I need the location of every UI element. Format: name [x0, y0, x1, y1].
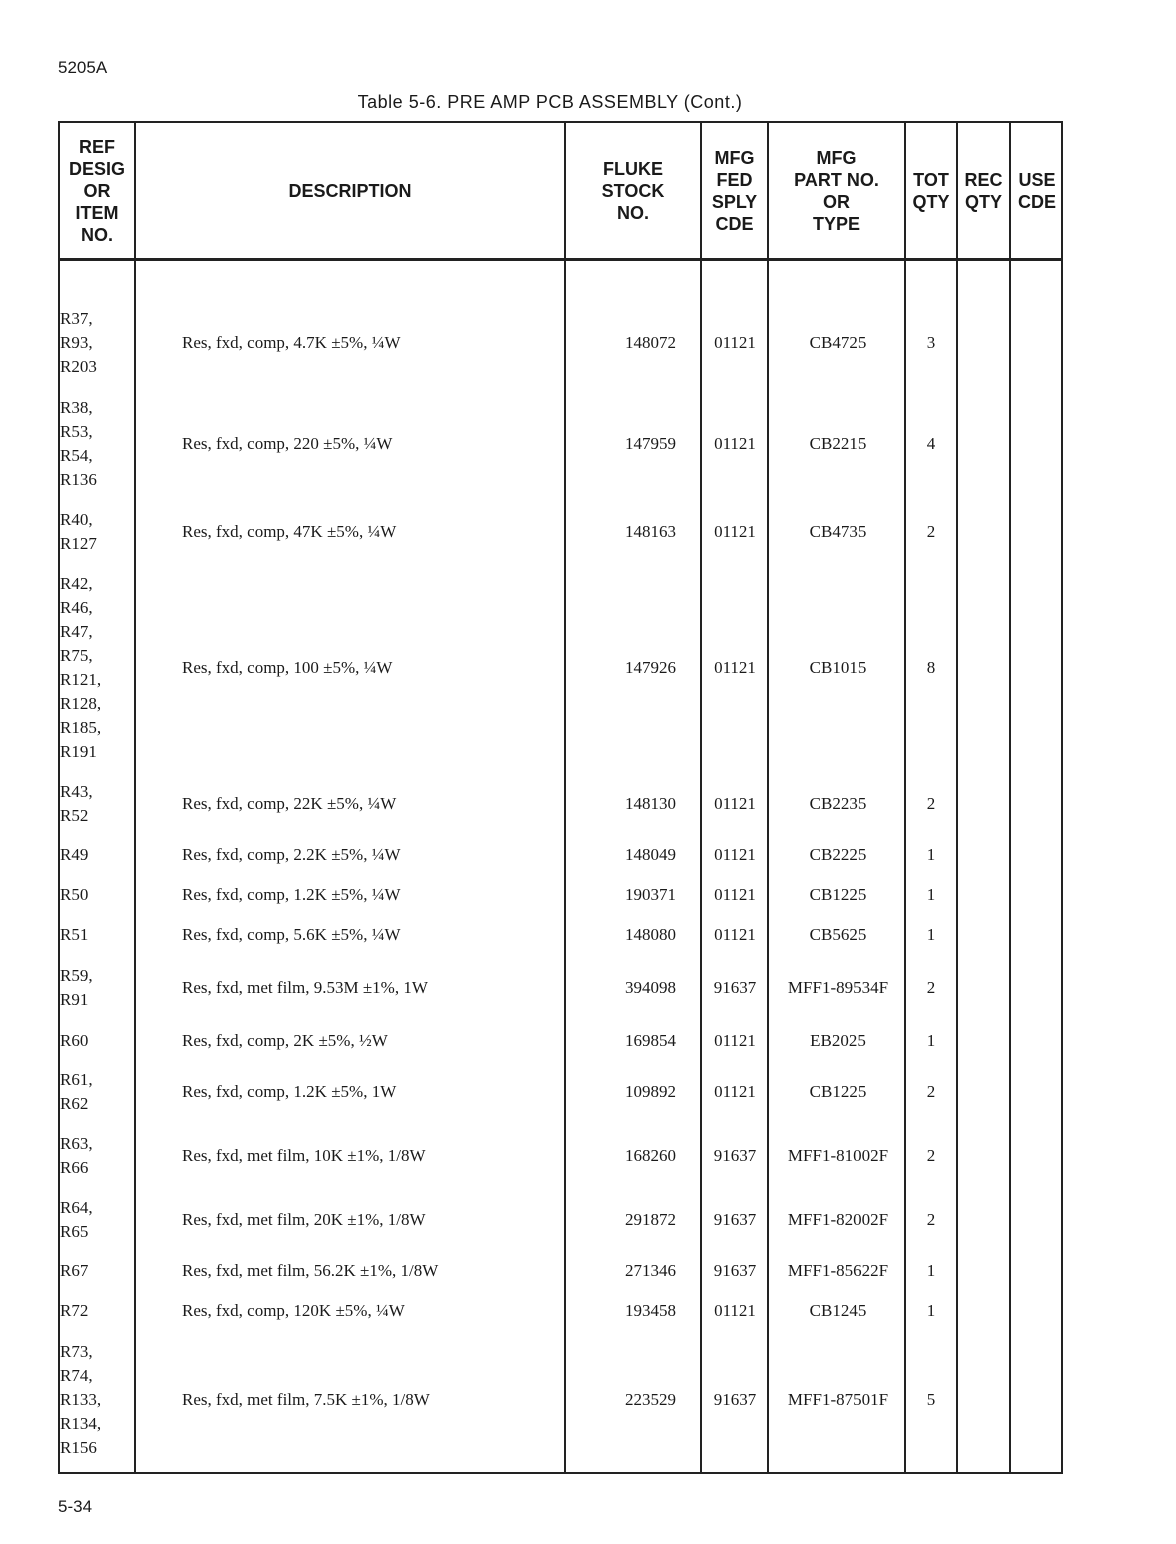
stock-number-cell: 148163 — [625, 522, 676, 541]
mfg-code-cell: 91637 — [713, 1146, 757, 1165]
tot-qty-cell: 1 — [926, 845, 936, 864]
ref-desig-cell: R40, R127 — [60, 510, 97, 553]
rec-qty-cell — [958, 1132, 1008, 1180]
rec-qty-cell — [958, 508, 1008, 556]
part-number-cell: CB1015 — [809, 658, 867, 677]
tot-qty-cell: 4 — [926, 434, 936, 453]
tot-qty-cell: 1 — [926, 925, 936, 944]
rec-qty-cell — [958, 1340, 1008, 1460]
table-row — [58, 508, 1063, 556]
ref-desig-cell: R42, R46, R47, R75, R121, R128, R185, R191 — [60, 574, 102, 761]
tot-qty-cell: 3 — [926, 333, 936, 352]
mfg-code-cell: 01121 — [714, 845, 756, 864]
part-number-cell: MFF1-85622F — [787, 1261, 889, 1280]
ref-desig-cell: R59, R91 — [60, 966, 93, 1009]
part-number-cell: CB4725 — [809, 333, 867, 352]
header-part-no: MFG PART NO. OR TYPE — [794, 148, 879, 234]
stock-number-cell: 148049 — [625, 845, 676, 864]
table-row — [58, 1028, 1063, 1054]
rec-qty-cell — [958, 842, 1008, 868]
rec-qty-cell — [958, 1298, 1008, 1324]
part-number-cell: CB2215 — [809, 434, 867, 453]
part-number-cell: CB2235 — [809, 794, 867, 813]
table-row — [58, 572, 1063, 764]
part-number-cell: CB4735 — [809, 522, 867, 541]
model-number: 5205A — [58, 58, 108, 77]
table-row — [58, 1196, 1063, 1244]
use-code-cell — [1010, 1258, 1060, 1284]
description-cell: Res, fxd, met film, 7.5K ±1%, 1/8W — [182, 1390, 430, 1409]
tot-qty-cell: 2 — [926, 522, 936, 541]
header-ref: REF DESIG OR ITEM NO. — [68, 137, 125, 245]
table-row — [58, 1298, 1063, 1324]
rec-qty-cell — [958, 780, 1008, 828]
description-cell: Res, fxd, met film, 20K ±1%, 1/8W — [182, 1210, 426, 1229]
description-cell: Res, fxd, comp, 1.2K ±5%, ¼W — [182, 885, 401, 904]
stock-number-cell: 394098 — [625, 978, 676, 997]
stock-number-cell: 190371 — [625, 885, 676, 904]
table-row — [58, 922, 1063, 948]
mfg-code-cell: 91637 — [713, 978, 757, 997]
tot-qty-cell: 1 — [926, 1031, 936, 1050]
ref-desig-cell: R49 — [60, 845, 89, 864]
mfg-code-cell: 91637 — [713, 1390, 757, 1409]
part-number-cell: CB2225 — [809, 845, 867, 864]
mfg-code-cell: 01121 — [714, 925, 756, 944]
part-number-cell: CB1225 — [809, 1082, 867, 1101]
description-cell: Res, fxd, comp, 1.2K ±5%, 1W — [182, 1082, 397, 1101]
ref-desig-cell: R63, R66 — [60, 1134, 93, 1177]
use-code-cell — [1010, 964, 1060, 1012]
header-divider — [58, 258, 1063, 261]
description-cell: Res, fxd, comp, 100 ±5%, ¼W — [182, 658, 393, 677]
table-row — [58, 1258, 1063, 1284]
table-title: Table 5-6. PRE AMP PCB ASSEMBLY (Cont.) — [357, 92, 743, 112]
mfg-code-cell: 91637 — [713, 1261, 757, 1280]
use-code-cell — [1010, 1028, 1060, 1054]
header-rec-qty: REC QTY — [964, 170, 1003, 212]
part-number-cell: CB1225 — [809, 885, 867, 904]
table-row — [58, 396, 1063, 492]
rec-qty-cell — [958, 307, 1008, 379]
rec-qty-cell — [958, 1196, 1008, 1244]
tot-qty-cell: 2 — [926, 1146, 936, 1165]
mfg-code-cell: 01121 — [714, 434, 756, 453]
rec-qty-cell — [958, 1028, 1008, 1054]
tot-qty-cell: 1 — [926, 1301, 936, 1320]
description-cell: Res, fxd, comp, 5.6K ±5%, ¼W — [182, 925, 401, 944]
header-tot-qty: TOT QTY — [912, 170, 950, 212]
use-code-cell — [1010, 396, 1060, 492]
ref-desig-cell: R61, R62 — [60, 1070, 93, 1113]
header-description: DESCRIPTION — [288, 181, 412, 201]
use-code-cell — [1010, 508, 1060, 556]
part-number-cell: CB1245 — [809, 1301, 867, 1320]
use-code-cell — [1010, 1196, 1060, 1244]
ref-desig-cell: R37, R93, R203 — [60, 309, 97, 376]
table-row — [58, 842, 1063, 868]
mfg-code-cell: 01121 — [714, 794, 756, 813]
stock-number-cell: 291872 — [625, 1210, 676, 1229]
ref-desig-cell: R64, R65 — [60, 1198, 93, 1241]
rec-qty-cell — [958, 964, 1008, 1012]
use-code-cell — [1010, 307, 1060, 379]
header-mfg-code: MFG FED SPLY CDE — [711, 148, 758, 234]
use-code-cell — [1010, 922, 1060, 948]
rec-qty-cell — [958, 882, 1008, 908]
description-cell: Res, fxd, met film, 9.53M ±1%, 1W — [182, 978, 428, 997]
table-row — [58, 882, 1063, 908]
ref-desig-cell: R60 — [60, 1031, 89, 1050]
stock-number-cell: 168260 — [625, 1146, 676, 1165]
mfg-code-cell: 01121 — [714, 885, 756, 904]
use-code-cell — [1010, 1298, 1060, 1324]
rec-qty-cell — [958, 1258, 1008, 1284]
part-number-cell: MFF1-87501F — [787, 1390, 889, 1409]
tot-qty-cell: 8 — [926, 658, 936, 677]
tot-qty-cell: 1 — [926, 1261, 936, 1280]
tot-qty-cell: 1 — [926, 885, 936, 904]
ref-desig-cell: R72 — [60, 1301, 89, 1320]
table-row — [58, 780, 1063, 828]
description-cell: Res, fxd, comp, 120K ±5%, ¼W — [182, 1301, 405, 1320]
part-number-cell: MFF1-89534F — [787, 978, 889, 997]
use-code-cell — [1010, 1068, 1060, 1116]
table-row — [58, 1068, 1063, 1116]
page-number: 5-34 — [58, 1497, 93, 1516]
use-code-cell — [1010, 572, 1060, 764]
header-use-cde: USE CDE — [1017, 170, 1056, 212]
tot-qty-cell: 5 — [926, 1390, 936, 1409]
part-number-cell: MFF1-82002F — [787, 1210, 889, 1229]
use-code-cell — [1010, 780, 1060, 828]
stock-number-cell: 148130 — [625, 794, 676, 813]
description-cell: Res, fxd, met film, 56.2K ±1%, 1/8W — [182, 1261, 439, 1280]
description-cell: Res, fxd, met film, 10K ±1%, 1/8W — [182, 1146, 426, 1165]
part-number-cell: CB5625 — [809, 925, 867, 944]
description-cell: Res, fxd, comp, 2.2K ±5%, ¼W — [182, 845, 401, 864]
mfg-code-cell: 01121 — [714, 1031, 756, 1050]
ref-desig-cell: R50 — [60, 885, 89, 904]
ref-desig-cell: R43, R52 — [60, 782, 93, 825]
table-row — [58, 307, 1063, 379]
ref-desig-cell: R51 — [60, 925, 89, 944]
table-row — [58, 964, 1063, 1012]
stock-number-cell: 147959 — [625, 434, 676, 453]
description-cell: Res, fxd, comp, 4.7K ±5%, ¼W — [182, 333, 401, 352]
mfg-code-cell: 01121 — [714, 1301, 756, 1320]
tot-qty-cell: 2 — [926, 978, 936, 997]
stock-number-cell: 193458 — [625, 1301, 676, 1320]
rec-qty-cell — [958, 572, 1008, 764]
use-code-cell — [1010, 1340, 1060, 1460]
rec-qty-cell — [958, 922, 1008, 948]
stock-number-cell: 148080 — [625, 925, 676, 944]
description-cell: Res, fxd, comp, 22K ±5%, ¼W — [182, 794, 397, 813]
description-cell: Res, fxd, comp, 2K ±5%, ½W — [182, 1031, 388, 1050]
mfg-code-cell: 91637 — [713, 1210, 757, 1229]
use-code-cell — [1010, 842, 1060, 868]
rec-qty-cell — [958, 1068, 1008, 1116]
part-number-cell: MFF1-81002F — [787, 1146, 889, 1165]
tot-qty-cell: 2 — [926, 1082, 936, 1101]
stock-number-cell: 109892 — [625, 1082, 676, 1101]
ref-desig-cell: R38, R53, R54, R136 — [60, 398, 97, 489]
tot-qty-cell: 2 — [926, 794, 936, 813]
mfg-code-cell: 01121 — [714, 658, 756, 677]
stock-number-cell: 169854 — [625, 1031, 676, 1050]
stock-number-cell: 223529 — [625, 1390, 676, 1409]
ref-desig-cell: R73, R74, R133, R134, R156 — [60, 1342, 102, 1457]
ref-desig-cell: R67 — [60, 1261, 89, 1280]
description-cell: Res, fxd, comp, 220 ±5%, ¼W — [182, 434, 393, 453]
table-row — [58, 1340, 1063, 1460]
part-number-cell: EB2025 — [810, 1031, 866, 1050]
mfg-code-cell: 01121 — [714, 522, 756, 541]
stock-number-cell: 147926 — [625, 658, 676, 677]
mfg-code-cell: 01121 — [714, 333, 756, 352]
use-code-cell — [1010, 882, 1060, 908]
header-stock: FLUKE STOCK NO. — [601, 159, 665, 223]
use-code-cell — [1010, 1132, 1060, 1180]
rec-qty-cell — [958, 396, 1008, 492]
tot-qty-cell: 2 — [926, 1210, 936, 1229]
stock-number-cell: 271346 — [625, 1261, 676, 1280]
table-row — [58, 1132, 1063, 1180]
mfg-code-cell: 01121 — [714, 1082, 756, 1101]
stock-number-cell: 148072 — [625, 333, 676, 352]
description-cell: Res, fxd, comp, 47K ±5%, ¼W — [182, 522, 397, 541]
